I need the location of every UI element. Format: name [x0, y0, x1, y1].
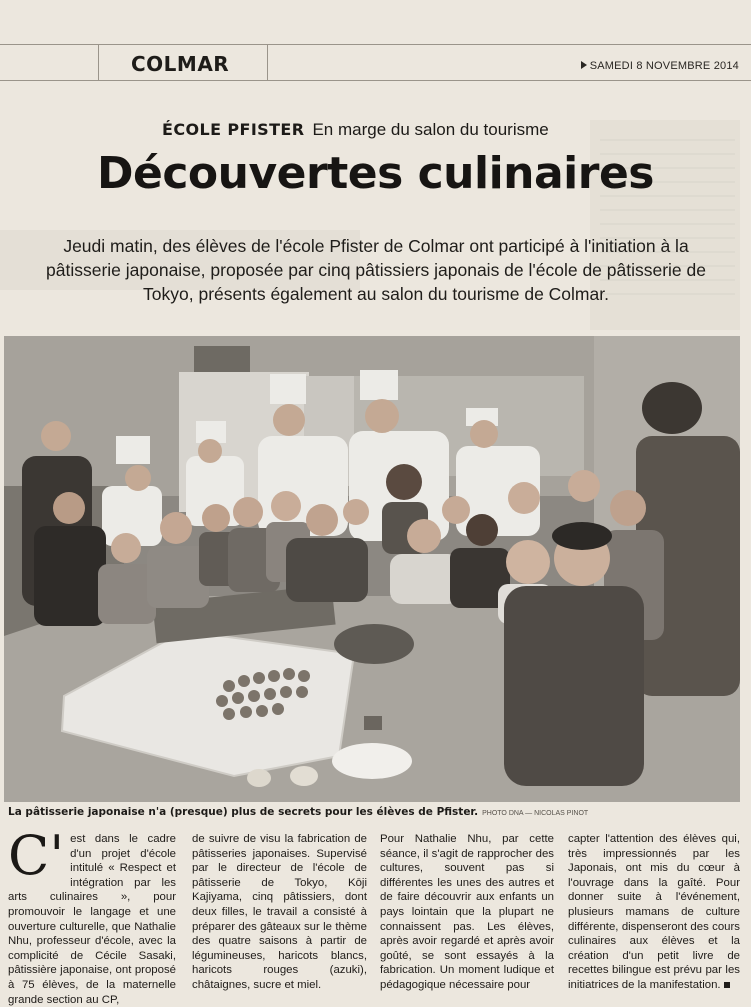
body-column-4 [568, 832, 740, 993]
triangle-bullet-icon [581, 61, 587, 69]
section-label: COLMAR [131, 52, 230, 76]
photo-caption-text: La pâtisserie japonaise n'a (presque) plus de secrets pour les élèves de Pfister. [8, 806, 479, 818]
kicker-section: ÉCOLE PFISTER [162, 120, 305, 139]
end-of-article-icon [724, 982, 730, 988]
body-column-2: de suivre de visu la fabrication de pâtisseries japonaises. Supervisé par le directeur de l'école de pâtisserie de Tokyo, Kōji Kajiyama, cinq pâtissiers, dont deux filles, le travail a consisté à préparer des gâteaux sur le thème des quatre saisons à partir de légumineuses, haricots blancs, haricots rouges (azuki), châtaignes, sucre et miel. [192, 833, 367, 991]
article-headline: Découvertes culinaires [96, 148, 654, 199]
body-column-1 [8, 824, 176, 1007]
dropcap: C' [8, 824, 65, 887]
photo-credit: PHOTO DNA — NICOLAS PINOT [482, 810, 589, 817]
photo-caption [8, 806, 588, 818]
article-photo [4, 336, 740, 802]
body-column-1-text: est dans le cadre d'un projet d'école intitulé « Respect et intégration par les arts culinaires », pour promouvoir le langage et une ouverture culturelle, que Nathalie Nhu, professeur d'école, avec la complicité de Cécile Sasaki, pâtissière japonaise, ont proposé à 75 élèves, de la maternelle grande section au CP, [8, 833, 176, 1006]
body-column-4-text: capter l'attention des élèves qui, très impressionnés par les Japonais, ont mis du cœur à l'ouvrage dans la gaîté. Pour donner suite à l'événement, plusieurs mamans de culture différente, dispenseront des cours culinaires aux élèves et la création d'un petit livre de recettes bilingue est prévu par les initiatrices de la manifestation. [568, 833, 740, 991]
article-kicker [162, 120, 549, 140]
issue-date [581, 60, 739, 72]
body-column-3: Pour Nathalie Nhu, par cette séance, il s'agit de rapprocher des cultures, souvent pas si différentes les unes des autres et de faire découvrir aux enfants un pays lointain que la plupart ne connaissent pas. Les élèves, après avoir regardé et après avoir goûté, se sont essayés à la fabrication. Un moment ludique et pédagogique nécessaire pour [380, 833, 554, 991]
article-lead: Jeudi matin, des élèves de l'école Pfister de Colmar ont participé à l'initiation à la pâtisserie japonaise, proposée par cinq pâtissiers japonais de l'école de pâtisserie de Tokyo, présents également au salon du tourisme de Colmar. [46, 236, 706, 304]
issue-date-text: SAMEDI 8 NOVEMBRE 2014 [589, 60, 739, 72]
kicker-subtitle: En marge du salon du tourisme [312, 120, 549, 139]
